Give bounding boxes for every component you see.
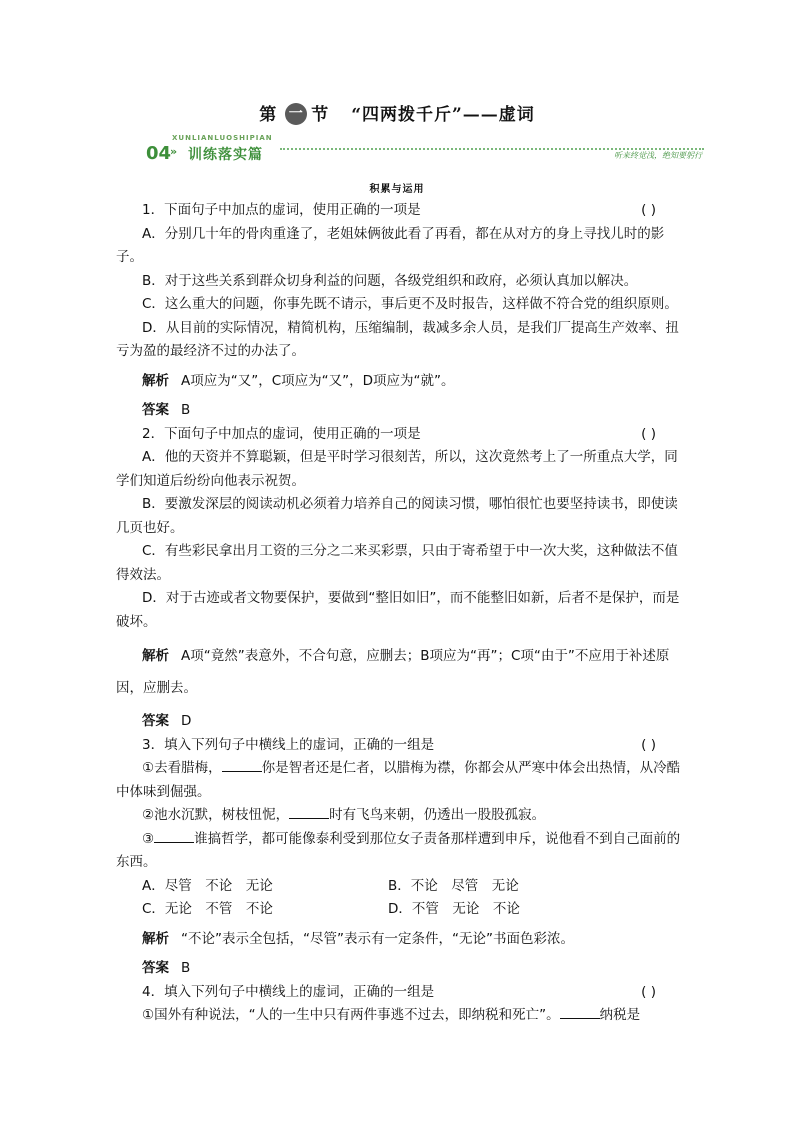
question-3-answer: 答案 B (142, 960, 191, 976)
question-4-stem: 4．填入下列句子中横线上的虚词，正确的一组是 ( ) (116, 981, 682, 1005)
exercise-content (116, 199, 682, 1028)
fill-blank (154, 828, 194, 843)
question-1-option-a: A．分别几十年的骨肉重逢了，老姐妹俩彼此看了再看，都在从对方的身上寻找儿时的影子。 (116, 225, 665, 265)
question-3-analysis: 解析 “不论”表示全包括，“尽管”表示有一定条件，“无论”书面色彩浓。 (142, 930, 574, 947)
section-number-badge: 一 (285, 103, 307, 125)
question-3-option-c: C．无论 不管 不论 (142, 901, 273, 917)
answer-bracket: ( ) (641, 425, 656, 442)
question-4-sentence-1: ①国外有种说法，“人的一生中只有两件事逃不过去，即纳税和死亡”。 纳税是 (116, 1004, 682, 1028)
banner-name: 训练落实篇 (188, 147, 263, 163)
question-2-option-a: A．他的天资并不算聪颖，但是平时学习很刻苦，所以，这次竟然考上了一所重点大学，同学们知道后纷纷向他表示祝贺。 (116, 449, 678, 489)
question-1-answer: 答案 B (142, 402, 191, 418)
question-1-analysis: 解析 A项应为“又”，C项应为“又”，D项应为“就”。 (142, 372, 455, 389)
answer-bracket: ( ) (641, 983, 656, 1000)
question-3-options-row-2 (116, 898, 682, 922)
fill-blank (289, 804, 329, 819)
question-2-stem: 2．下面句子中加点的虚词，使用正确的一项是 ( ) (116, 423, 682, 447)
question-2-option-c: C．有些彩民拿出月工资的三分之二来买彩票，只由于寄希望于中一次大奖，这种做法不值得效法。 (116, 543, 678, 583)
banner-pinyin: XUNLIANLUOSHIPIAN (172, 134, 273, 142)
question-1-option-b: B．对于这些关系到群众切身利益的问题，各级党组织和政府，必须认真加以解决。 (142, 272, 638, 289)
title-main: “四两拨千斤”——虚词 (351, 105, 535, 125)
question-3-sentence-1: ①去看腊梅， 你是智者还是仁者，以腊梅为襟，你都会从严寒中体会出热情，从冷酷中体味到倔强。 (116, 757, 682, 804)
question-2-option-d: D．对于古迹或者文物要保护，要做到“整旧如旧”，而不能整旧如新，后者不是保护，而是破坏。 (116, 590, 680, 630)
question-3-option-d: D．不管 无论 不论 (388, 901, 520, 917)
fill-blank (560, 1004, 600, 1019)
question-3-option-a: A．尽管 不论 无论 (142, 877, 273, 894)
question-1-option-d: D．从目前的实际情况，精简机构，压缩编制，裁减多余人员，是我们厂提高生产效率、扭亏为盈的最经济不过的办法了。 (116, 319, 679, 359)
question-3-stem: 3．填入下列句子中横线上的虚词，正确的一组是 ( ) (116, 734, 682, 758)
section-heading: 积累与运用 (369, 184, 425, 195)
double-chevron-icon: » (170, 145, 178, 158)
question-2-answer: 答案 D (142, 713, 192, 729)
question-2-analysis: 解析 A项“竟然”表意外，不合句意，应删去；B项应为“再”；C项“由于”不应用于补述原因，应删去。 (116, 648, 670, 696)
banner-number: 04 (146, 143, 172, 164)
title-lead: 第 (259, 105, 278, 125)
title-sect: 节 (311, 105, 330, 125)
question-3-option-b: B．不论 尽管 无论 (388, 877, 519, 894)
page-title (0, 100, 794, 127)
question-2-option-b: B．要激发深层的阅读动机必须着力培养自己的阅读习惯，哪怕很忙也要坚持读书，即使读几页也好。 (116, 496, 678, 536)
answer-bracket: ( ) (641, 736, 656, 753)
question-3-options-row-1 (116, 875, 682, 899)
section-banner (146, 134, 704, 164)
answer-bracket: ( ) (641, 202, 656, 218)
banner-slogan: 听来终觉浅，绝知要躬行 (614, 151, 702, 160)
fill-blank (222, 757, 262, 772)
question-1-option-c: C．这么重大的问题，你事先既不请示，事后更不及时报告，这样做不符合党的组织原则。 (142, 296, 678, 312)
question-3-sentence-2: ②池水沉默，树枝忸怩， 时有飞鸟来朝，仍透出一股股孤寂。 (116, 804, 682, 828)
question-1-stem: 1．下面句子中加点的虚词，使用正确的一项是 ( ) (116, 199, 682, 223)
question-3-sentence-3: ③ 谁搞哲学，都可能像泰利受到那位女子责备那样遭到申斥，说他看不到自己面前的东西。 (116, 828, 682, 875)
